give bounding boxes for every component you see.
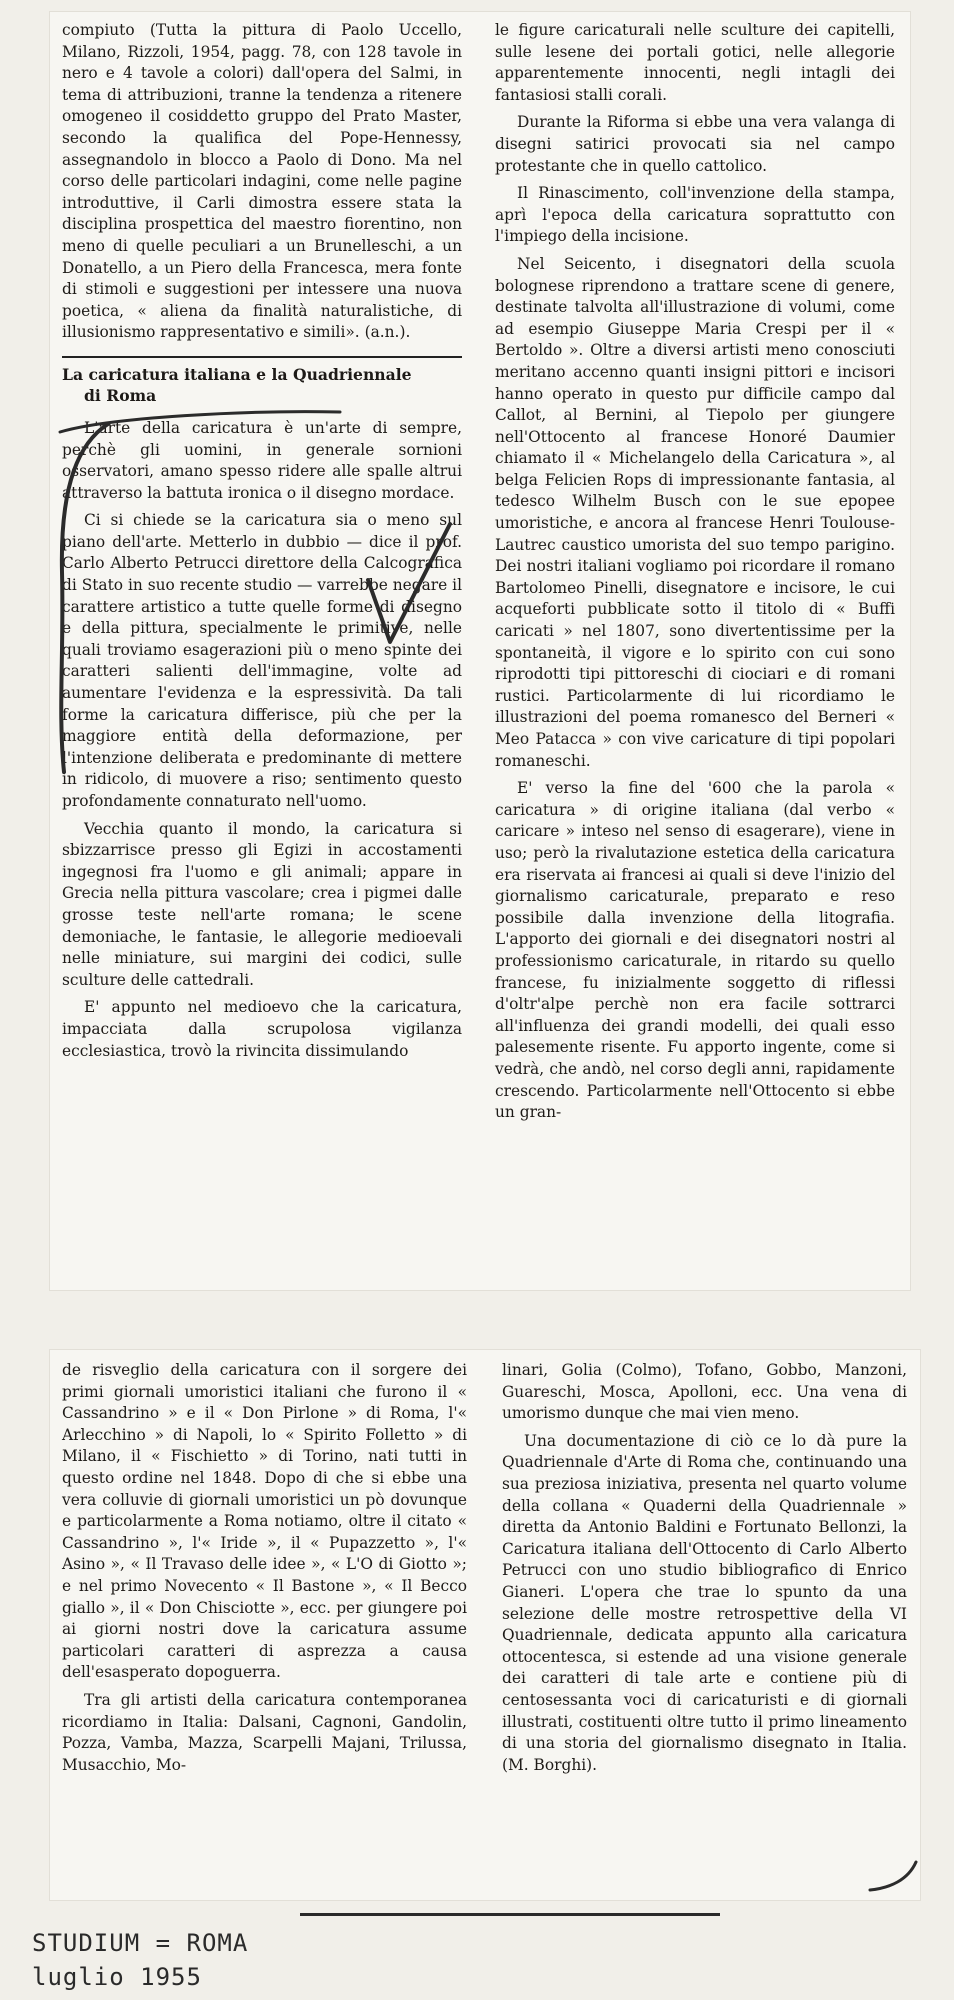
source-stamp: STUDIUM = ROMA: [32, 1929, 249, 1957]
paragraph-3: Vecchia quanto il mondo, la caricatura si sbizzarrisce presso gli Egizi in accostamenti ingegnosi fra l'uomo e gli animali; appare in Grecia nella pittura vascolare; crea i pigmei dalle grosse teste nell'arte romana; le scene demoniache, le fantasie, le allegorie medioevali nelle miniature, sui margini dei codici, sulle sculture delle cattedrali.: [62, 819, 462, 989]
paragraph-r4: E' verso la fine del '600 che la parola « caricatura » di origine italiana (dal verbo « caricare » inteso nel senso di esagerare), viene in uso; però la rivalutazione estetica della caricatura era riservata ai francesi ai quali si deve l'inizio del giornalismo caricaturale, preparato e reso possibile dalla invenzione della litografia. L'apporto dei giornali e dei disegnatori nostri al professionismo caricaturale, in ritardo su quello francese, fu inizialmente soggetto di riflessi d'oltr'alpe perchè non era facile sottrarci all'influenza dei grandi modelli, dei quali esso palesemente risente. Fu apporto ingente, come si vedrà, che andò, nel corso degli anni, rapidamente crescendo. Particolarmente nell'Ottocento si ebbe un gran-: [495, 779, 895, 1122]
paragraph-2: Ci si chiede se la caricatura sia o meno sul piano dell'arte. Metterlo in dubbio — dice il prof. Carlo Alberto Petrucci direttore della Calcografica di Stato in suo recente studio — varrebbe negare il carattere artistico a tutte quelle forme di disegno e della pittura, specialmente le primitive, nelle quali troviamo esagerazioni più o meno spinte dei caratteri salienti dell'immagine, volte ad aumentare l'evidenza e la espressività. Da tali forme la caricatura differisce, più che per la maggiore entità della deformazione, per l'intenzione deliberata e predominante di mettere in ridicolo, di muovere a riso; sentimento questo profondamente connaturato nell'uomo.: [62, 511, 462, 810]
paragraph-r2: Il Rinascimento, coll'invenzione della stampa, aprì l'epoca della caricatura soprattutto con l'impiego della incisione.: [495, 184, 895, 246]
paragraph-intro: compiuto (Tutta la pittura di Paolo Uccello, Milano, Rizzoli, 1954, pagg. 78, con 128 tavole in nero e 4 tavole a colori) dall'opera del Salmi, in tema di attribuzioni, tranne la tendenza a ritenere omogeneo il cosiddetto gruppo del Prato Master, secondo la qualifica del Pope-Hennessy, assegnandolo in blocco a Paolo di Dono. Ma nel corso delle particolari indagini, come nelle pagine introduttive, il Carli dimostra essere stata la disciplina prospettica del maestro fiorentino, non meno di quelle peculiari a un Brunelleschi, a un Donatello, a un Piero della Francesca, mera fonte di stimoli e suggestioni per intessere una nuova poetica, « aliena da finalità naturalistiche, di illusionismo rappresentativo e simili». (a.n.).: [62, 21, 462, 342]
date-stamp: luglio 1955: [32, 1963, 202, 1991]
paragraph-b1: de risveglio della caricatura con il sorgere dei primi giornali umoristici italiani che furono il « Cassandrino » e il « Don Pirlone » di Roma, l'« Arlecchino » di Napoli, lo « Spirito Folletto » di Milano, il « Fischietto » di Torino, nati tutti in questo ordine nel 1848. Dopo di che si ebbe una vera colluvie di giornali umoristici un pò dovunque e particolarmente a Roma notiamo, oltre il citato « Cassandrino », l'« Iride », il « Pupazzetto », l'« Asino », « Il Travaso delle idee », « L'O di Giotto »; e nel primo Novecento « Il Bastone », « Il Becco giallo », il « Don Chisciotte », ecc. per giungere poi ai giorni nostri dove la caricatura assume particolari caratteri di asprezza a causa dell'esasperato dopoguerra.: [62, 1361, 467, 1682]
paragraph-b4: Una documentazione di ciò ce lo dà pure la Quadriennale d'Arte di Roma che, continuando una sua preziosa iniziativa, presenta nel quarto volume della collana « Quaderni della Quadriennale » diretta da Antonio Baldini e Fortunato Bellonzi, la Caricatura italiana dell'Ottocento di Carlo Alberto Petrucci con uno studio bibliografico di Enrico Gianeri. L'opera che trae lo spunto da una selezione delle mostre retrospettive della VI Quadriennale, dedicata appunto alla caricatura ottocentesca, si estende ad una visione generale dei caratteri di tale arte e contiene più di centosessanta voci di caricaturisti e di giornali illustrati, costituenti oltre tutto il primo lineamento di una storia del giornalismo disegnato in Italia. (M. Borghi).: [502, 1431, 907, 1774]
column-top-left: [62, 20, 462, 1068]
paragraph-1: L'arte della caricatura è un'arte di sempre, perchè gli uomini, in generale sornioni osservatori, amano spesso ridere alle spalle altrui attraverso la battuta ironica o il disegno mordace.: [62, 418, 462, 502]
paragraph-r1: Durante la Riforma si ebbe una vera valanga di disegni satirici provocati sia nel campo protestante che in quello cattolico.: [495, 113, 895, 175]
heading-line-1: La caricatura italiana e la Quadriennale: [62, 364, 412, 384]
paragraph-r0: le figure caricaturali nelle sculture dei capitelli, sulle lesene dei portali gotici, nelle allegorie apparentemente innocenti, negli intagli dei fantasiosi stalli corali.: [495, 21, 895, 104]
clipping-bottom: [50, 1350, 920, 1900]
column-bottom-left: [62, 1360, 467, 1782]
clipping-top: [50, 12, 910, 1290]
paragraph-r3: Nel Seicento, i disegnatori della scuola bolognese riprendono a trattare scene di genere, destinate talvolta all'illustrazione di volumi, come ad esempio Giuseppe Maria Crespi per il « Bertoldo ». Oltre a diversi artisti meno conosciuti meritano accenno quanti insigni pittori e incisori hanno operato in questo pur difficile campo dal Callot, al Bernini, al Tiepolo per giungere nell'Ottocento al francese Honoré Daumier chiamato il « Michelangelo della Caricatura », al belga Felicien Rops di impressionante fantasia, al tedesco Wilhelm Busch con le sue epopee umoristiche, e ancora al francese Henri Toulouse-Lautrec caustico umorista del suo tempo parigino. Dei nostri italiani vogliamo poi ricordare il romano Bartolomeo Pinelli, disegnatore e incisore, le cui acqueforti pubblicate sotto il titolo di « Buffi caricati » nel 1807, sono divertentissime per la spontaneità, il vigore e lo spirito con cui sono riprodotti tipi pittoreschi di ciociari e di romani rustici. Particolarmente di lui ricordiamo le illustrazioni del poema romanesco del Berneri « Meo Patacca » con vive caricature di tipi popolari romaneschi.: [495, 254, 895, 770]
article-heading: [62, 356, 462, 406]
column-bottom-right: [502, 1360, 907, 1782]
footer: [0, 1905, 954, 2000]
paragraph-b2: Tra gli artisti della caricatura contemporanea ricordiamo in Italia: Dalsani, Cagnoni, Gandolin, Pozza, Vamba, Mazza, Scarpelli Majani, Trilussa, Musacchio, Mo-: [62, 1690, 467, 1774]
paragraph-4: E' appunto nel medioevo che la caricatura, impacciata dalla scrupolosa vigilanza ecclesiastica, trovò la rivincita dissimulando: [62, 998, 462, 1060]
paragraph-b3: linari, Golia (Colmo), Tofano, Gobbo, Manzoni, Guareschi, Mosca, Apolloni, ecc. Una vena di umorismo dunque che mai vien meno.: [502, 1361, 907, 1423]
heading-line-2: di Roma: [84, 385, 157, 405]
column-top-right: [495, 20, 895, 1130]
footer-rule: [300, 1913, 720, 1916]
